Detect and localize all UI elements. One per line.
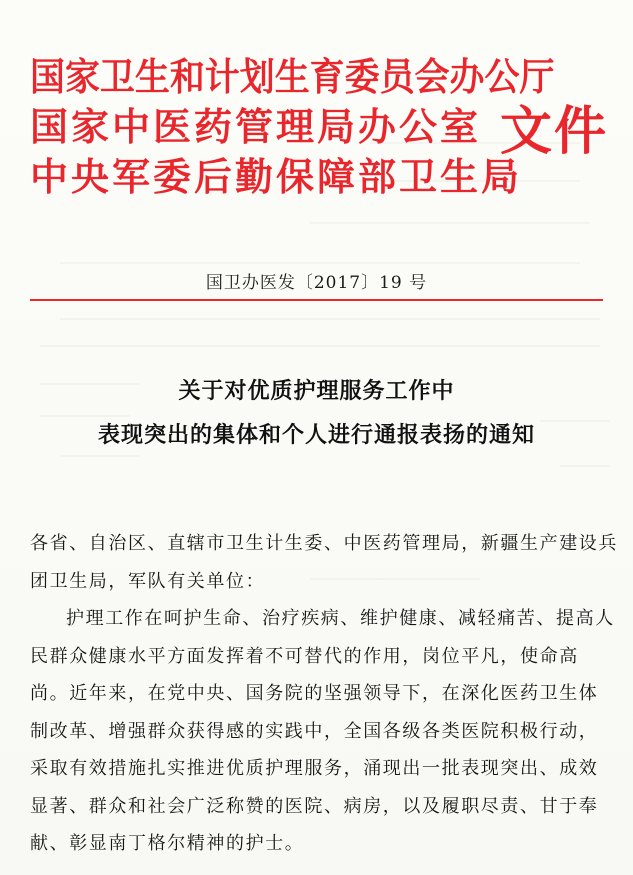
body-line: 护理工作在呵护生命、治疗疾病、维护健康、减轻痛苦、提高人 [66, 608, 615, 629]
body-line: 各省、自治区、直辖市卫生计生委、中医药管理局，新疆生产建设兵 [30, 533, 618, 554]
title-line-2: 表现突出的集体和个人进行通报表扬的通知 [97, 423, 535, 448]
body-line: 献、彰显南丁格尔精神的护士。 [30, 833, 305, 854]
issuer-tcm-admin: 国家中医药管理局办公室 [30, 105, 482, 149]
issuer-nhfpc: 国家卫生和计划生育委员会办公厅 [30, 55, 555, 99]
notice-body [30, 525, 618, 863]
body-line: 尚。近年来，在党中央、国务院的坚强领导下，在深化医药卫生体 [30, 683, 599, 704]
body-line: 团卫生局，军队有关单位： [30, 570, 266, 592]
body-line: 制改革、增强群众获得感的实践中，全国各级各类医院积极行动， [30, 720, 599, 742]
document-word: 文件 [500, 102, 609, 162]
title-line-1: 关于对优质护理服务工作中 [178, 379, 455, 404]
body-line: 民群众健康水平方面发挥着不可替代的作用，岗位平凡，使命高 [30, 645, 579, 667]
issuer-military-health: 中央军委后勤保障部卫生局 [30, 155, 523, 199]
body-line: 显著、群众和社会广泛称赞的医院、病房，以及履职尽责、甘于奉 [30, 795, 599, 817]
red-separator-line [30, 299, 603, 301]
notice-title [0, 370, 633, 458]
document-number: 国卫办医发〔2017〕19 号 [205, 273, 428, 293]
body-line: 采取有效措施扎实推进优质护理服务，涌现出一批表现突出、成效 [30, 758, 599, 779]
